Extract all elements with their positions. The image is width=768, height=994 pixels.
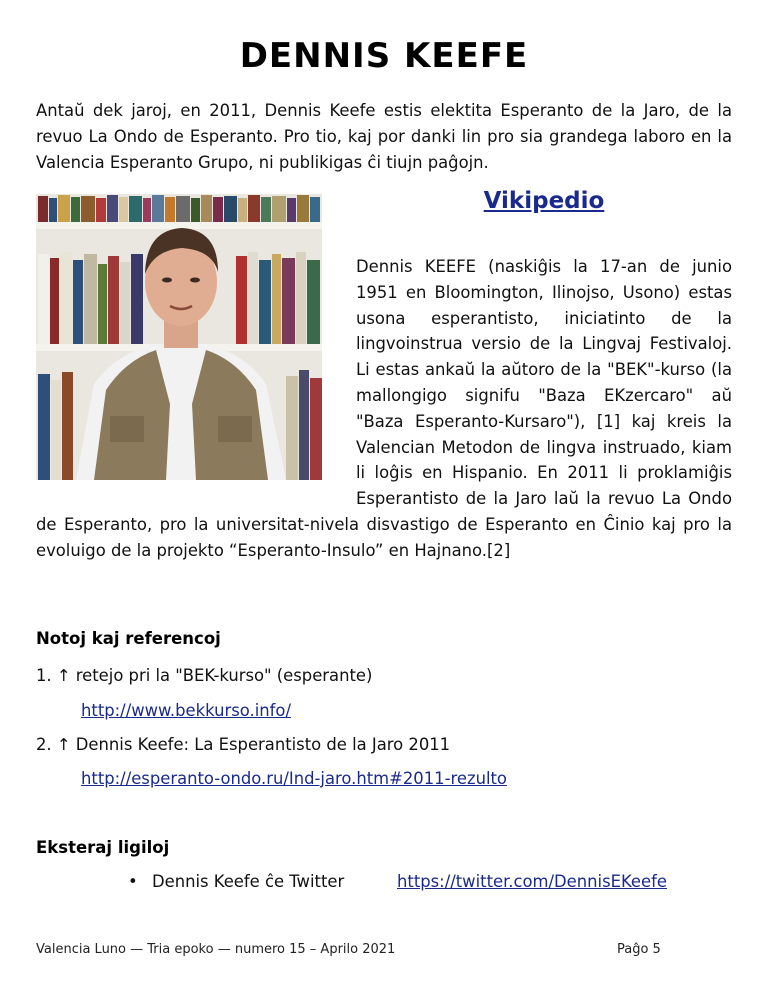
external-links-heading: Eksteraj ligiloj xyxy=(36,838,170,857)
footer-publication: Valencia Luno — Tria epoko — numero 15 – Aprilo 2021 xyxy=(36,942,396,957)
bio-paragraph xyxy=(36,254,732,564)
note-1-text: 1. ↑ retejo pri la "BEK-kurso" (esperante) xyxy=(36,666,373,685)
page-title: DENNIS KEEFE xyxy=(239,36,529,76)
notes-heading: Notoj kaj referencoj xyxy=(36,629,221,648)
bio-text: Dennis KEEFE (naskiĝis la 17-an de junio 1951 en Bloomington, Ilinojso, Usono) estas usona esperantisto, iniciatinto de la lingvoinstrua versio de la Lingvaj Festivaloj. Li estas ankaŭ la aŭtoro de la "BEK"-kurso (la mallongigo signifu "Baza EKzercaro" aŭ "Baza Esperanto-Kursaro"), [1] kaj kreis la Valencian Metodon de lingva instruado, kiam li loĝis en Hispanio. En 2011 li proklamiĝis Esperantisto de la Jaro laŭ la revuo La Ondo de Esperanto, pro la universitat-nivela disvastigo de Esperanto en Ĉinio kaj pro la evoluigo de la projekto “Esperanto-Insulo” en Hajnano.[2] xyxy=(36,257,732,560)
photo-wrap-spacer xyxy=(36,254,356,500)
twitter-link[interactable]: https://twitter.com/DennisEKeefe xyxy=(397,872,667,891)
note-2-text: 2. ↑ Dennis Keefe: La Esperantisto de la Jaro 2011 xyxy=(36,735,451,754)
vikipedio-link[interactable]: Vikipedio xyxy=(483,188,605,214)
note-1-link[interactable]: http://www.bekkurso.info/ xyxy=(81,701,291,720)
footer-page-number: Paĝo 5 xyxy=(617,942,661,957)
note-2-link[interactable]: http://esperanto-ondo.ru/Ind-jaro.htm#2011-rezulto xyxy=(81,769,507,788)
intro-paragraph: Antaŭ dek jaroj, en 2011, Dennis Keefe estis elektita Esperanto de la Jaro, de la revuo La Ondo de Esperanto. Pro tio, kaj por danki lin pro sia grandega laboro en la Valencia Esperanto Grupo, ni publikigas ĉi tiujn paĝojn. xyxy=(36,101,732,172)
twitter-item-text: Dennis Keefe ĉe Twitter xyxy=(152,872,345,891)
bullet-icon: • xyxy=(128,872,138,891)
